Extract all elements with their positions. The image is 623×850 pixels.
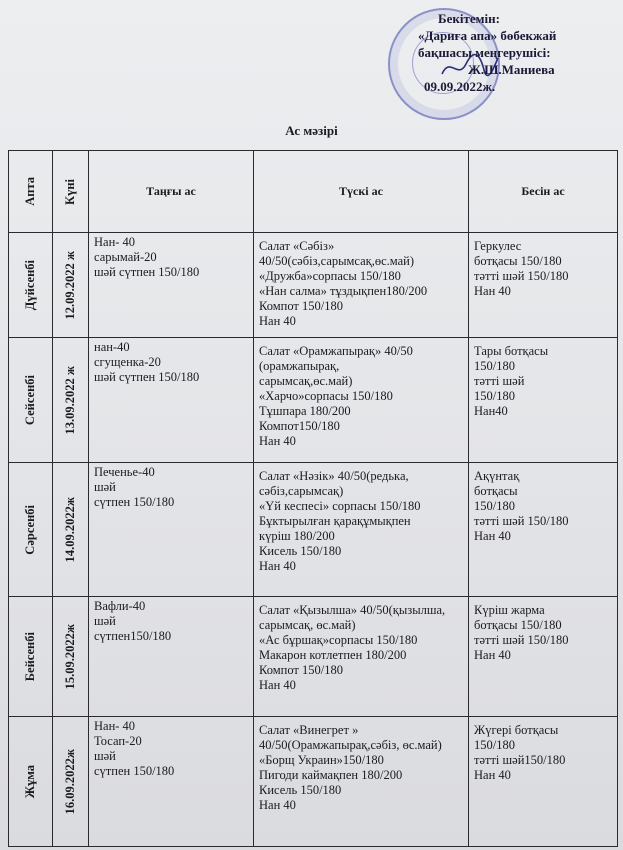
menu-line: Тосап-20 (94, 734, 142, 748)
menu-line: тәтті шәй 150/180 (474, 514, 569, 528)
table-row (9, 463, 618, 597)
menu-line: Нан- 40 (94, 719, 136, 733)
menu-line: Салат «Орамжапырақ» 40/50 (259, 344, 413, 358)
menu-line: тәтті шәй (474, 374, 525, 388)
menu-line: Пигоди каймақпен 180/200 (259, 768, 403, 782)
menu-line: Кисель 150/180 (259, 783, 342, 797)
menu-line: Салат «Қызылша» 40/50(қызылша, (259, 603, 446, 617)
date-cell: 14.09.2022ж (53, 463, 89, 597)
menu-line: шәй сүтпен 150/180 (94, 370, 200, 384)
approval-line-5: 09.09.2022ж. (424, 79, 496, 94)
breakfast-cell (89, 717, 254, 847)
menu-line: тәтті шәй 150/180 (474, 633, 569, 647)
menu-line: «Үй кеспесі» сорпасы 150/180 (259, 499, 421, 513)
header-breakfast: Таңғы ас (89, 151, 254, 233)
menu-line: сарымсақ,өс.май) (259, 374, 353, 388)
menu-line: сарымай-20 (94, 250, 157, 264)
date-cell: 15.09.2022ж (53, 597, 89, 717)
date-cell: 12.09.2022 ж (53, 233, 89, 338)
menu-line: тәтті шәй150/180 (474, 753, 566, 767)
date-cell: 16.09.2022ж (53, 717, 89, 847)
menu-line: сүтпен150/180 (94, 629, 172, 643)
document-title: Ас мәзірі (285, 123, 338, 138)
breakfast-cell (89, 463, 254, 597)
approval-block (418, 10, 618, 95)
lunch-cell (254, 463, 469, 597)
menu-line: Геркулес (474, 239, 522, 253)
header-lunch: Түскі ас (254, 151, 469, 233)
snack-cell (469, 717, 618, 847)
menu-line: Бұктырылған қарақұмықпен (259, 514, 411, 528)
menu-line: Компот150/180 (259, 419, 340, 433)
menu-line: сарымсақ, өс.май) (259, 618, 356, 632)
menu-line: Нан 40 (259, 314, 296, 328)
menu-line: Нан40 (474, 404, 508, 418)
breakfast-cell (89, 597, 254, 717)
menu-line: ботқасы 150/180 (474, 254, 562, 268)
approval-line-3: бақшасы меңгерушісі: (418, 45, 551, 60)
menu-line: сгущенка-20 (94, 355, 161, 369)
menu-line: 150/180 (474, 738, 515, 752)
menu-line: Макарон котлетпен 180/200 (259, 648, 407, 662)
table-row (9, 717, 618, 847)
menu-line: Тұшпара 180/200 (259, 404, 351, 418)
week-cell: Жұма (9, 717, 53, 847)
header-week: Апта (9, 151, 53, 233)
menu-line: Кисель 150/180 (259, 544, 342, 558)
table-row (9, 597, 618, 717)
lunch-cell (254, 717, 469, 847)
lunch-cell (254, 338, 469, 463)
menu-line: Нан 40 (474, 284, 511, 298)
menu-line: «Ас бұршақ»сорпасы 150/180 (259, 633, 418, 647)
menu-line: шәй (94, 480, 116, 494)
breakfast-cell (89, 233, 254, 338)
menu-line: «Дружба»сорпасы 150/180 (259, 269, 401, 283)
menu-line: Компот 150/180 (259, 663, 343, 677)
date-cell: 13.09.2022 ж (53, 338, 89, 463)
menu-line: шәй (94, 614, 116, 628)
header-row (9, 151, 618, 233)
snack-cell (469, 233, 618, 338)
menu-line: Күріш жарма (474, 603, 545, 617)
menu-line: тәтті шәй 150/180 (474, 269, 569, 283)
table-row (9, 338, 618, 463)
menu-line: Нан 40 (259, 434, 296, 448)
week-cell: Сәрсенбі (9, 463, 53, 597)
menu-line: Жүгері ботқасы (474, 723, 559, 737)
menu-line: Компот 150/180 (259, 299, 343, 313)
menu-line: 150/180 (474, 499, 515, 513)
menu-line: күріш 180/200 (259, 529, 335, 543)
menu-line: Салат «Сәбіз» (259, 239, 335, 253)
menu-line: Нан 40 (259, 678, 296, 692)
approval-line-2: «Дариға апа» бөбекжай (418, 28, 557, 43)
menu-line: Нан- 40 (94, 235, 136, 249)
menu-line: «Нан салма» тұздықпен180/200 (259, 284, 428, 298)
menu-line: сәбіз,сарымсақ) (259, 484, 344, 498)
menu-line: Нан 40 (259, 559, 296, 573)
week-cell: Бейсенбі (9, 597, 53, 717)
lunch-cell (254, 597, 469, 717)
menu-line: Вафли-40 (94, 599, 146, 613)
breakfast-cell (89, 338, 254, 463)
menu-line: (орамжапырақ, (259, 359, 340, 373)
menu-line: шәй сүтпен 150/180 (94, 265, 200, 279)
menu-line: 40/50(Орамжапырақ,сәбіз, өс.май) (259, 738, 442, 752)
menu-table (8, 150, 618, 847)
approval-line-1: Бекітемін: (438, 11, 500, 26)
menu-line: «Борщ Украин»150/180 (259, 753, 384, 767)
header-snack: Бесін ас (469, 151, 618, 233)
menu-line: Печенье-40 (94, 465, 155, 479)
header-day: Күні (53, 151, 89, 233)
table-row (9, 233, 618, 338)
menu-line: Нан 40 (474, 648, 511, 662)
week-cell: Сейсенбі (9, 338, 53, 463)
menu-line: Салат «Нәзік» 40/50(редька, (259, 469, 409, 483)
menu-line: нан-40 (94, 340, 130, 354)
menu-line: Нан 40 (259, 798, 296, 812)
menu-line: ботқасы 150/180 (474, 618, 562, 632)
menu-line: 150/180 (474, 389, 515, 403)
menu-line: сүтпен 150/180 (94, 495, 175, 509)
week-cell: Дүйсенбі (9, 233, 53, 338)
menu-line: Нан 40 (474, 768, 511, 782)
menu-line: 40/50(сәбіз,сарымсақ,өс.май) (259, 254, 415, 268)
menu-line: 150/180 (474, 359, 515, 373)
menu-line: «Харчо»сорпасы 150/180 (259, 389, 393, 403)
menu-line: Ақүнтақ (474, 469, 520, 483)
lunch-cell (254, 233, 469, 338)
approval-line-4: Ж.Ш.Маниева (468, 62, 555, 77)
menu-line: ботқасы (474, 484, 518, 498)
menu-line: Нан 40 (474, 529, 511, 543)
menu-line: Тары ботқасы (474, 344, 549, 358)
menu-line: сүтпен 150/180 (94, 764, 175, 778)
menu-line: Салат «Винегрет » (259, 723, 359, 737)
snack-cell (469, 597, 618, 717)
snack-cell (469, 463, 618, 597)
snack-cell (469, 338, 618, 463)
menu-line: шәй (94, 749, 116, 763)
